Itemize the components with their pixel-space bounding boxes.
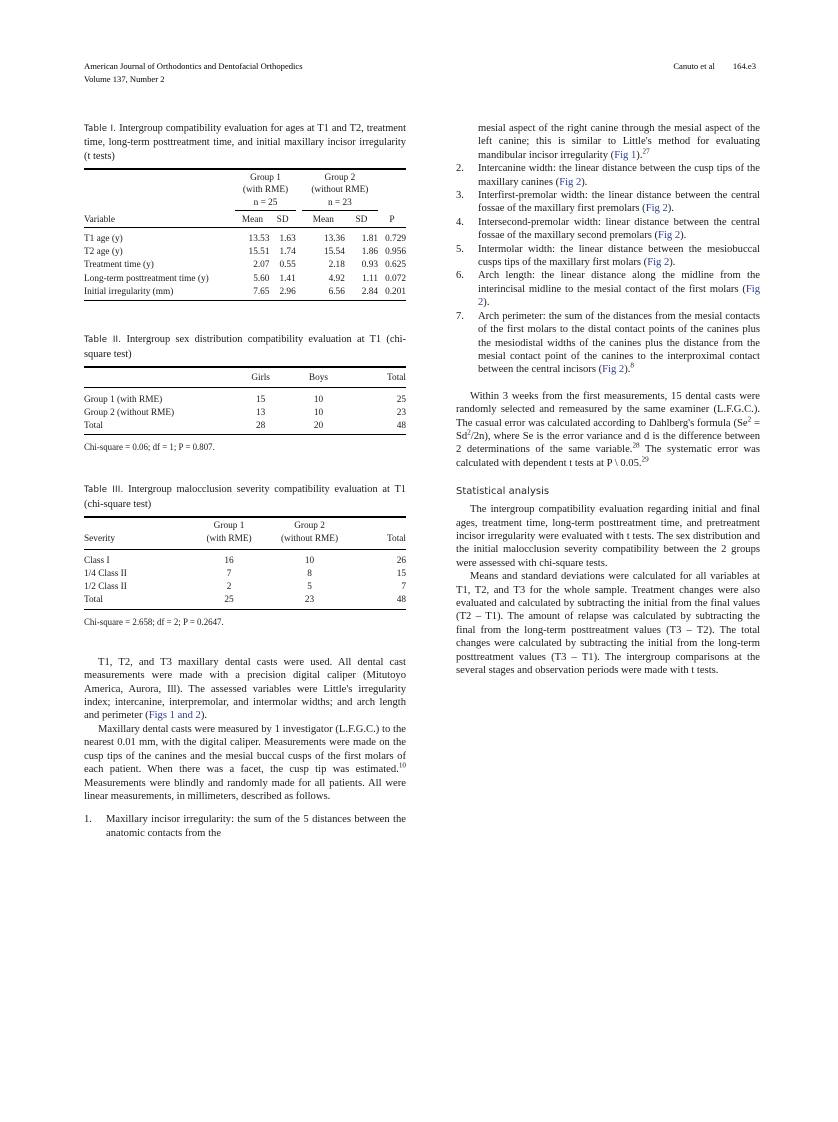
running-head-right <box>673 60 756 73</box>
table-1-r0-c5: 0.729 <box>385 233 406 244</box>
table-2-r2-c1: 28 <box>232 420 289 435</box>
table-3-group1-line2: (with RME) <box>193 533 264 549</box>
table-3-r3-c3: 48 <box>354 594 406 609</box>
table-3-r0-c3: 26 <box>396 555 406 566</box>
table-1-group2-line2: (without RME) <box>311 185 369 196</box>
error-d: /2n), where Se is the error variance and d is the difference between 2 determinations of the same variable. <box>456 430 760 456</box>
table-2 <box>84 366 406 435</box>
table-2-col-girls: Girls <box>232 367 289 388</box>
table-1-group2-n: n = 23 <box>302 197 378 210</box>
measurement-list-left <box>84 813 406 840</box>
table-3-caption <box>84 483 406 511</box>
table-3-r0-c1: 16 <box>224 555 234 566</box>
table-3-label: Table III. <box>84 485 124 496</box>
table-row <box>84 420 406 435</box>
reference-10[interactable]: 10 <box>398 761 406 770</box>
table-3-r3-c2: 23 <box>265 594 355 609</box>
table-row <box>84 246 406 259</box>
table-1-group2-line1: Group 2 <box>302 169 378 185</box>
table-2-r1-c2: 10 <box>313 407 324 418</box>
table-3-col-total: Total <box>354 533 406 549</box>
table-1-r0-c3: 13.36 <box>323 233 345 244</box>
error-a: Within 3 weeks from the first measurements, 15 dental casts were randomly selected and remeasured by the same examiner (L.F.G.C.). The casual error was calculated according to Dahlberg's formula (Se <box>456 390 760 429</box>
table-3-r3-c1: 25 <box>193 594 264 609</box>
table-row <box>84 169 406 185</box>
table-1-col-mean1: Mean <box>235 211 269 228</box>
list-item-1-text: Maxillary incisor irregularity: the sum of the 5 distances between the anatomic contacts from the <box>106 814 406 839</box>
table-1-col-variable: Variable <box>84 211 235 228</box>
item1-cont-b: ). <box>636 149 643 161</box>
table-row <box>84 568 406 581</box>
table-row <box>84 517 406 533</box>
table-1-r4-c2: 2.96 <box>269 285 295 300</box>
table-2-caption <box>84 333 406 361</box>
table-1-r4-c1: 7.65 <box>235 285 269 300</box>
table-1 <box>84 168 406 301</box>
item6-a: Arch length: the linear distance along the midline from the interincisal midline to the mesial contact of the first molars ( <box>478 270 760 295</box>
table-1-r1-c1: 15.51 <box>248 247 270 258</box>
table-1-r3-c1: 5.60 <box>253 273 270 284</box>
table-row <box>84 406 406 419</box>
table-row <box>84 259 406 272</box>
table-2-r2-c2: 20 <box>289 420 348 435</box>
item5-b: ). <box>669 257 676 269</box>
fig-2-xref[interactable]: Fig 2 <box>478 283 760 309</box>
table-1-r1-c2: 1.74 <box>279 247 296 258</box>
table-row <box>84 233 406 246</box>
table-1-r2-c0: Treatment time (y) <box>84 260 154 271</box>
list-item <box>456 243 760 270</box>
table-3-group2-line2: (without RME) <box>265 533 355 549</box>
fig-2-xref[interactable]: Fig 2 <box>602 364 625 376</box>
journal-title: American Journal of Orthodontics and Dentofacial Orthopedics <box>84 61 303 71</box>
fig-1-xref[interactable]: Fig 1 <box>614 149 637 161</box>
table-2-label: Table II. <box>84 335 122 346</box>
paragraph-stats-1: The intergroup compatibility evaluation regarding initial and final ages, treatment time, long-term posttreatment time, and pretreatment incisor irregularity were evaluated with t tests. The sex distribution and the initial malocclusion severity compatibility between the 2 groups were assessed with chi-square tests. <box>456 504 760 569</box>
list-item <box>456 189 760 216</box>
table-1-block <box>84 122 406 301</box>
item2-b: ). <box>581 176 588 188</box>
table-3-r1-c0: 1/4 Class II <box>84 569 127 580</box>
table-2-r0-c1: 15 <box>255 394 266 405</box>
list-item <box>456 269 760 309</box>
list-item-1-continuation <box>456 122 760 162</box>
measurement-list-right <box>456 162 760 377</box>
table-1-r0-c1: 13.53 <box>248 233 270 244</box>
paragraph-measurement <box>84 723 406 803</box>
table-3-group1-line1: Group 1 <box>193 517 264 533</box>
fig-2-xref[interactable]: Fig 2 <box>559 176 582 188</box>
table-row <box>84 581 406 594</box>
page-number: 164.e3 <box>732 61 756 71</box>
table-1-r0-c0: T1 age (y) <box>84 233 123 244</box>
list-item <box>456 310 760 377</box>
running-head <box>84 60 756 85</box>
table-2-r0-c0: Group 1 (with RME) <box>84 394 163 405</box>
table-1-group1-line1: Group 1 <box>235 169 295 185</box>
paragraph-measurement-b: Measurements were blindly and randomly made for all patients. All were linear measurements, in millimeters, described as follows. <box>84 777 406 802</box>
list-item <box>456 162 760 189</box>
fig-2-xref[interactable]: Fig 2 <box>645 203 668 215</box>
item3-b: ). <box>667 203 674 215</box>
table-1-r0-c4: 1.81 <box>361 233 379 244</box>
paragraph-measurement-a: Maxillary dental casts were measured by 1 investigator (L.F.G.C.) to the nearest 0.01 mm, with the digital caliper. Measurements were made on the cusp tips of the canines and the mesial buccal cusps of the first molars of each patient. When there was a facet, the cusp tip was estimated. <box>84 723 406 776</box>
item2-a: Intercanine width: the linear distance between the cusp tips of the maxillary canines ( <box>478 163 760 188</box>
table-1-group1-line2: (with RME) <box>242 185 289 196</box>
table-1-r2-c5: 0.625 <box>385 260 406 271</box>
table-1-r1-c0: T2 age (y) <box>84 247 123 258</box>
item4-a: Intersecond-premolar width: linear distance between the central fossae of the maxillary second premolars ( <box>478 216 760 242</box>
paragraph-error-analysis <box>456 390 760 470</box>
table-1-caption <box>84 122 406 163</box>
table-3-r0-c2: 10 <box>304 555 315 566</box>
table-3-note: Chi-square = 2.658; df = 2; P = 0.2647. <box>84 616 224 627</box>
reference-28[interactable]: 28 <box>632 441 640 450</box>
table-1-group1-n: n = 25 <box>235 197 295 210</box>
table-1-col-sd1: SD <box>269 211 295 228</box>
table-2-r1-c3: 23 <box>396 407 406 418</box>
fig-2-xref[interactable]: Fig 2 <box>658 230 681 242</box>
error-b: = <box>751 417 761 429</box>
table-2-r1-c1: 13 <box>255 407 266 418</box>
journal-volume: Volume 137, Number 2 <box>84 73 165 84</box>
table-row <box>84 533 406 549</box>
table-3-r2-c0: 1/2 Class II <box>84 582 127 593</box>
item3-a: Interfirst-premolar width: the linear distance between the central fossae of the maxillary first premolars ( <box>478 190 760 215</box>
table-2-note: Chi-square = 0.06; df = 1; P = 0.807. <box>84 442 215 453</box>
table-1-col-p: P <box>378 211 406 228</box>
table-2-r0-c3: 25 <box>396 394 406 405</box>
table-1-r2-c3: 2.18 <box>328 260 345 271</box>
table-row <box>84 554 406 567</box>
table-3-r1-c3: 15 <box>396 569 406 580</box>
table-1-r1-c5: 0.956 <box>385 247 406 258</box>
fig-2-xref[interactable]: Fig 2 <box>647 257 670 269</box>
reference-8[interactable]: 8 <box>630 361 634 370</box>
table-2-caption-text: Intergroup sex distribution compatibility evaluation at T1 (chi-square test) <box>84 334 406 360</box>
table-2-col-total: Total <box>348 367 406 388</box>
table-3-r1-c2: 8 <box>307 569 312 580</box>
table-1-r4-c5: 0.201 <box>378 285 406 300</box>
superscript-2: 2 <box>747 415 752 423</box>
table-row <box>84 594 406 609</box>
item6-b: ). <box>483 297 490 309</box>
table-2-r0-c2: 10 <box>313 394 324 405</box>
left-column <box>84 122 406 840</box>
table-1-r3-c3: 4.92 <box>328 273 345 284</box>
table-1-r1-c4: 1.86 <box>361 247 379 258</box>
table-3-r1-c1: 7 <box>226 569 232 580</box>
running-head-left <box>84 60 303 85</box>
table-1-caption-text: Intergroup compatibility evaluation for ages at T1 and T2, treatment time, long-term posttreatment time, and initial maxillary incisor irregularity (t tests) <box>84 123 406 162</box>
table-row <box>84 272 406 285</box>
item4-b: ). <box>680 230 687 242</box>
table-1-col-mean2: Mean <box>302 211 345 228</box>
list-item-1-continuation-text <box>478 122 760 162</box>
table-1-r3-c5: 0.072 <box>385 273 406 284</box>
sigma-symbol: S <box>456 430 462 442</box>
list-item <box>84 813 406 840</box>
list-item <box>456 216 760 243</box>
table-3-r2-c2: 5 <box>307 582 312 593</box>
table-1-r2-c2: 0.55 <box>279 260 296 271</box>
paragraph-casts <box>84 656 406 723</box>
table-2-col-boys: Boys <box>289 367 348 388</box>
table-row <box>84 211 406 228</box>
item5-a: Intermolar width: the linear distance between the mesiobuccal cusps tips of the maxillary first molars ( <box>478 243 760 269</box>
table-3-r2-c3: 7 <box>401 582 406 593</box>
error-c: d <box>461 430 468 442</box>
table-row <box>84 393 406 406</box>
table-3 <box>84 516 406 610</box>
table-1-r1-c3: 15.54 <box>323 247 345 258</box>
table-3-group2-line1: Group 2 <box>265 517 355 533</box>
table-2-r2-c3: 48 <box>348 420 406 435</box>
table-1-label: Table I. <box>84 124 117 134</box>
superscript-2b: 2 <box>467 428 471 437</box>
table-row <box>84 367 406 388</box>
left-body-text <box>84 656 406 840</box>
table-row <box>84 285 406 300</box>
table-3-block <box>84 483 406 628</box>
table-2-block <box>84 333 406 453</box>
section-heading-statistical-analysis: Statistical analysis <box>456 486 550 498</box>
table-1-r0-c2: 1.63 <box>279 233 296 244</box>
item7-a: Arch perimeter: the sum of the distances from the mesial contacts of the first molars to the distal contact points of the canines plus the mesiodistal widths of the canines plus the distance from the mesial contact point of the canines to the interproximal contact between the central incisors ( <box>478 310 760 376</box>
table-1-col-sd2: SD <box>345 211 378 228</box>
table-2-r2-c0: Total <box>84 420 232 435</box>
reference-29[interactable]: 29 <box>641 455 649 464</box>
table-2-r1-c0: Group 2 (without RME) <box>84 407 175 418</box>
table-1-r4-c0: Initial irregularity (mm) <box>84 285 235 300</box>
paragraph-casts-a: T1, T2, and T3 maxillary dental casts were used. All dental cast measurements were made with a precision digital caliper (Mitutoyo America, Aurora, Ill). The assessed variables were Little's irregularity index; intercanine, interpremolar, and intermolar widths; and arch length and perimeter ( <box>84 656 406 722</box>
table-1-r4-c3: 6.56 <box>302 285 345 300</box>
table-1-r4-c4: 2.84 <box>345 285 378 300</box>
table-3-r2-c1: 2 <box>226 582 232 593</box>
table-3-caption-text: Intergroup malocclusion severity compatibility evaluation at T1 (chi-square test) <box>84 484 406 510</box>
item7-b: ). <box>624 364 631 376</box>
table-3-r3-c0: Total <box>84 594 193 609</box>
error-e: The systematic error was calculated with dependent t tests at P \ 0.05. <box>456 444 760 469</box>
table-3-col-severity: Severity <box>84 533 193 549</box>
reference-27[interactable]: 27 <box>642 147 650 156</box>
item1-cont-a: mesial aspect of the right canine through the mesial aspect of the left canine; this is similar to Little's method for evaluating mandibular incisor irregularity ( <box>478 123 760 161</box>
table-1-r3-c4: 1.11 <box>362 273 379 284</box>
figs-1-and-2-xref[interactable]: Figs 1 and 2 <box>148 710 201 722</box>
table-1-r3-c0: Long-term posttreatment time (y) <box>84 273 209 284</box>
paragraph-casts-b: ). <box>200 710 207 722</box>
table-row <box>84 197 406 210</box>
table-1-r2-c4: 0.93 <box>361 260 379 271</box>
table-row <box>84 185 406 197</box>
paragraph-stats-2: Means and standard deviations were calculated for all variables at T1, T2, and T3 for the whole sample. Treatment changes were also evaluated and calculated by subtracting the initial from the final values (T2 – T1). The amount of relapse was calculated by subtracting the final from the long-term posttreatment values (T3 – T2). The total changes were calculated by subtracting the initial from the long-term posttreatment values (T3 – T1). The intergroup comparisons at the several stages and observation periods were made with t tests. <box>456 571 760 677</box>
table-1-r2-c1: 2.07 <box>253 260 270 271</box>
right-column <box>456 122 760 677</box>
table-1-r3-c2: 1.41 <box>279 273 296 284</box>
table-3-r0-c0: Class I <box>84 555 110 566</box>
running-head-authors: Canuto et al <box>673 61 715 71</box>
